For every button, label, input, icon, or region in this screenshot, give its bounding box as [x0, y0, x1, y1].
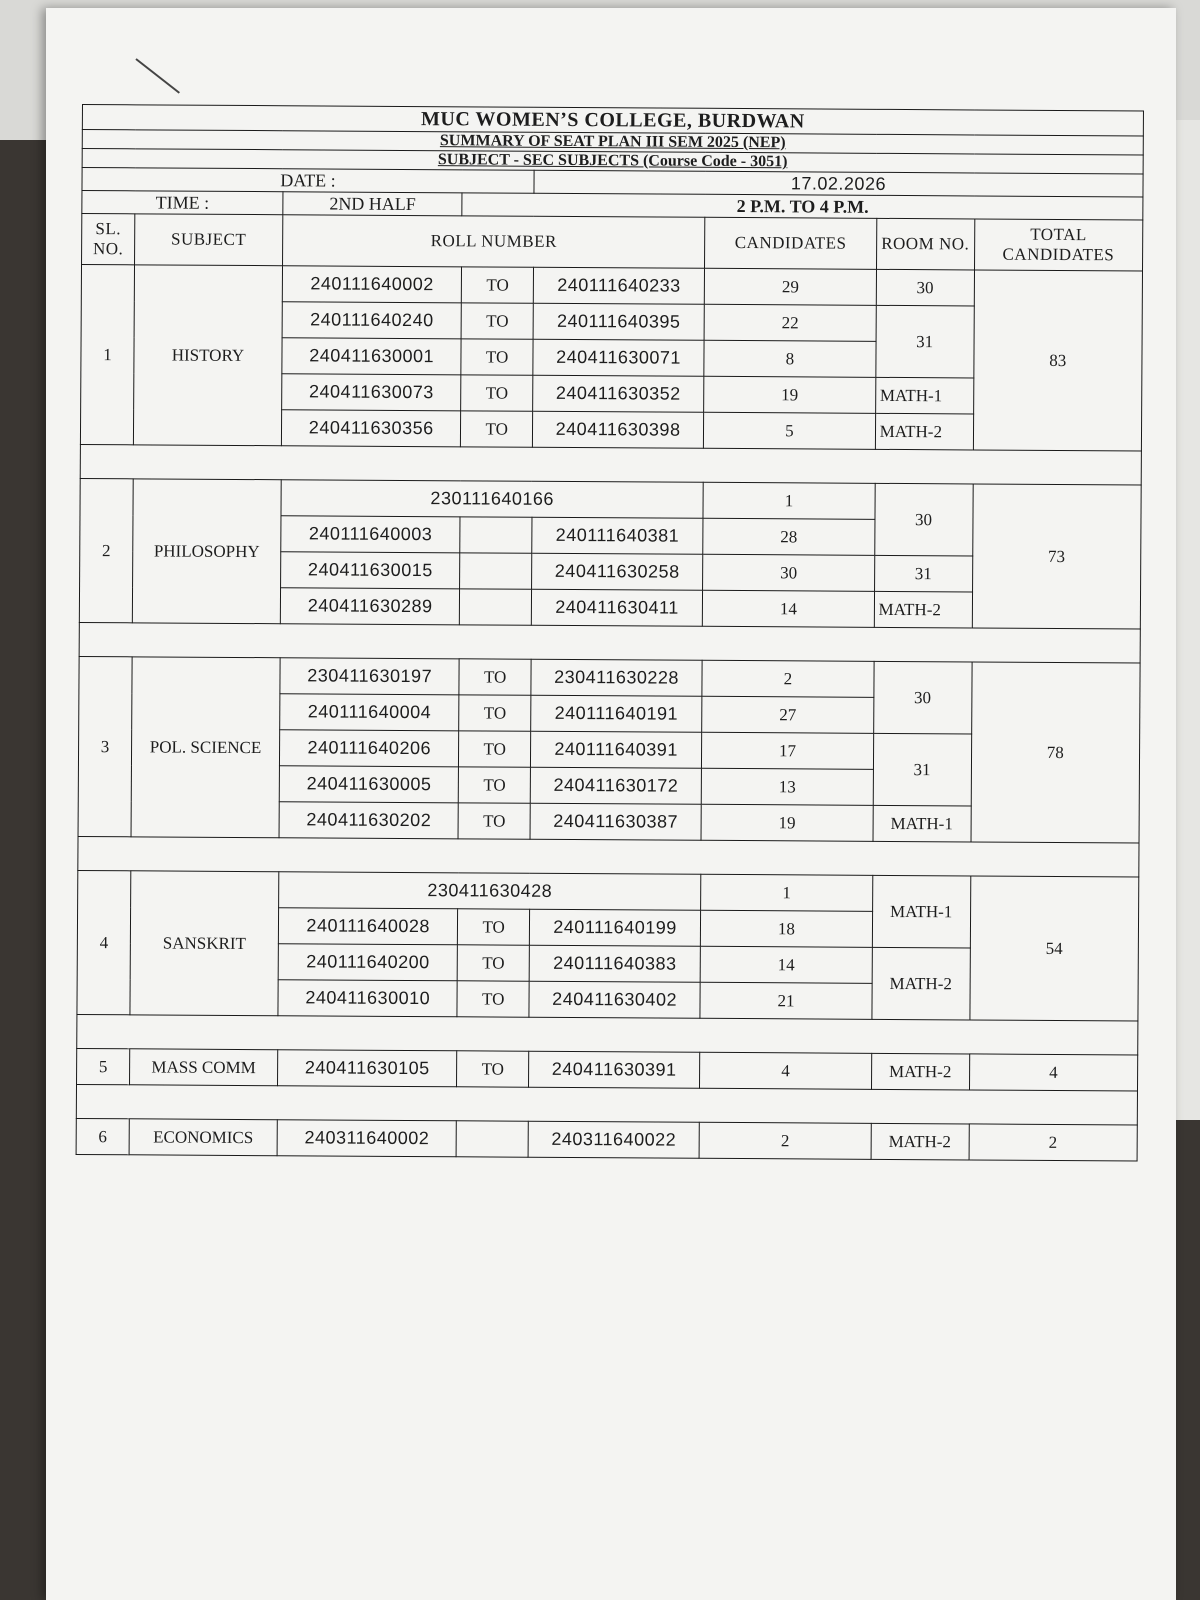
room-no: 30	[874, 483, 972, 556]
roll-to: 240111640383	[529, 945, 701, 982]
candidates-count: 1	[701, 874, 873, 911]
subject-name: SANSKRIT	[130, 871, 279, 1016]
roll-to-word	[460, 517, 532, 553]
roll-from: 240411630015	[281, 552, 461, 589]
roll-to: 240411630071	[533, 339, 705, 376]
roll-to: 240411630352	[533, 375, 705, 412]
col-subject: SUBJECT	[135, 214, 283, 266]
date-label: DATE :	[82, 168, 534, 194]
total-candidates: 78	[971, 662, 1141, 843]
candidates-count: 29	[705, 268, 877, 305]
roll-from: 240111640028	[278, 908, 458, 945]
sl-no: 1	[80, 265, 134, 445]
roll-to-word: TO	[462, 303, 534, 339]
seat-plan-sheet	[76, 104, 1144, 1161]
roll-to-word: TO	[459, 767, 531, 803]
candidates-count: 1	[703, 482, 875, 519]
roll-to-word	[460, 553, 532, 589]
roll-to: 240411630402	[529, 981, 701, 1018]
sl-no: 6	[76, 1118, 129, 1154]
room-no: MATH-2	[872, 947, 970, 1020]
roll-to-word: TO	[458, 945, 530, 981]
room-no: 31	[874, 555, 972, 592]
roll-to-word: TO	[461, 411, 533, 447]
roll-to-word: TO	[459, 659, 531, 695]
room-no: 30	[873, 661, 971, 734]
roll-from: 240111640004	[280, 694, 460, 731]
roll-to: 240111640381	[532, 517, 704, 554]
candidates-count: 22	[704, 304, 876, 341]
roll-single: 230111640166	[281, 480, 704, 519]
date-value: 17.02.2026	[534, 170, 1143, 197]
time-label: TIME :	[82, 191, 283, 215]
room-no: MATH-2	[871, 1123, 969, 1160]
roll-to-word	[457, 1121, 529, 1157]
roll-to-word: TO	[461, 375, 533, 411]
half-label: 2ND HALF	[283, 192, 463, 216]
candidates-count: 19	[704, 376, 876, 413]
total-candidates: 2	[969, 1124, 1138, 1161]
seat-plan-table	[76, 104, 1144, 1161]
sl-no: 3	[78, 656, 132, 836]
room-no: MATH-2	[875, 413, 973, 450]
document-page	[46, 8, 1176, 1600]
sl-no: 4	[77, 870, 131, 1014]
roll-to: 240411630258	[531, 553, 703, 590]
candidates-count: 14	[703, 590, 875, 627]
roll-to: 240411630172	[530, 767, 702, 804]
roll-from: 240111640003	[281, 516, 461, 553]
room-no: 30	[876, 269, 974, 306]
candidates-count: 5	[704, 412, 876, 449]
room-no: MATH-1	[875, 377, 973, 414]
roll-to: 240111640395	[533, 303, 705, 340]
roll-to: 240111640199	[529, 909, 701, 946]
roll-to-word: TO	[462, 267, 534, 303]
roll-from: 240311640002	[277, 1120, 457, 1157]
roll-to: 240411630387	[530, 803, 702, 840]
roll-to-word: TO	[457, 981, 529, 1017]
subject-name: PHILOSOPHY	[132, 479, 281, 624]
roll-to: 240411630411	[531, 589, 703, 626]
roll-to: 240311640022	[528, 1121, 700, 1158]
room-no: MATH-2	[874, 591, 972, 628]
col-room-no: ROOM NO.	[876, 218, 974, 270]
roll-from: 240411630105	[277, 1050, 457, 1087]
candidates-count: 2	[699, 1122, 871, 1159]
candidates-count: 13	[701, 768, 873, 805]
roll-from: 240111640206	[279, 730, 459, 767]
room-no: MATH-2	[871, 1053, 969, 1090]
subject-name: MASS COMM	[130, 1049, 278, 1086]
table-row	[81, 265, 1142, 307]
summary-title: SUMMARY OF SEAT PLAN III SEM 2025 (NEP)	[82, 130, 1143, 155]
pen-mark	[135, 58, 180, 93]
candidates-count: 21	[700, 982, 872, 1019]
col-sl-no: SL. NO.	[82, 214, 135, 265]
roll-from: 240411630356	[281, 410, 461, 447]
candidates-count: 19	[701, 804, 873, 841]
table-row	[76, 1118, 1137, 1160]
table-row	[78, 870, 1139, 912]
roll-to: 240111640391	[530, 731, 702, 768]
roll-from: 230411630197	[280, 658, 460, 695]
sl-no: 5	[77, 1048, 130, 1084]
subject-name: ECONOMICS	[129, 1119, 277, 1156]
college-name: MUC WOMEN’S COLLEGE, BURDWAN	[82, 105, 1143, 136]
roll-from: 240411630010	[278, 980, 458, 1017]
candidates-count: 8	[704, 340, 876, 377]
candidates-count: 18	[701, 910, 873, 947]
col-candidates: CANDIDATES	[705, 217, 877, 269]
candidates-count: 17	[702, 732, 874, 769]
candidates-count: 2	[702, 660, 874, 697]
subject-line: SUBJECT - SEC SUBJECTS (Course Code - 3051)	[82, 149, 1143, 174]
candidates-count: 14	[700, 946, 872, 983]
col-total-candidates: TOTAL CANDIDATES	[974, 219, 1143, 271]
roll-to-word: TO	[458, 909, 530, 945]
roll-to: 240111640191	[531, 695, 703, 732]
candidates-count: 30	[703, 554, 875, 591]
roll-to-word: TO	[457, 1051, 529, 1087]
roll-from: 240411630073	[282, 374, 462, 411]
candidates-count: 28	[703, 518, 875, 555]
roll-to-word: TO	[459, 695, 531, 731]
subject-name: HISTORY	[133, 265, 282, 446]
total-candidates: 4	[969, 1054, 1138, 1091]
time-value: 2 P.M. TO 4 P.M.	[462, 193, 1143, 220]
roll-to-word	[460, 589, 532, 625]
room-no: MATH-1	[873, 805, 971, 842]
roll-from: 240111640240	[282, 302, 462, 339]
roll-to-word: TO	[459, 803, 531, 839]
table-row	[79, 656, 1140, 698]
roll-from: 240411630001	[282, 338, 462, 375]
roll-to: 240411630398	[532, 411, 704, 448]
roll-to: 240111640233	[533, 267, 705, 304]
candidates-count: 4	[700, 1052, 872, 1089]
roll-to-word: TO	[461, 339, 533, 375]
roll-from: 240411630289	[280, 588, 460, 625]
candidates-count: 27	[702, 696, 874, 733]
roll-from: 240111640200	[278, 944, 458, 981]
roll-to: 230411630228	[531, 659, 703, 696]
room-no: 31	[875, 305, 973, 378]
room-no: 31	[873, 733, 971, 806]
total-candidates: 54	[969, 876, 1138, 1021]
roll-from: 240411630005	[279, 766, 459, 803]
total-candidates: 73	[972, 484, 1141, 629]
roll-from: 240411630202	[279, 802, 459, 839]
roll-to-word: TO	[459, 731, 531, 767]
subject-name: POL. SCIENCE	[131, 657, 280, 838]
col-roll-number: ROLL NUMBER	[282, 215, 705, 269]
roll-single: 230411630428	[279, 872, 702, 911]
room-no: MATH-1	[872, 875, 970, 948]
roll-to: 240411630391	[528, 1051, 700, 1088]
sl-no: 2	[79, 478, 133, 622]
roll-from: 240111640002	[282, 266, 462, 303]
total-candidates: 83	[973, 270, 1143, 451]
table-row	[80, 478, 1141, 520]
